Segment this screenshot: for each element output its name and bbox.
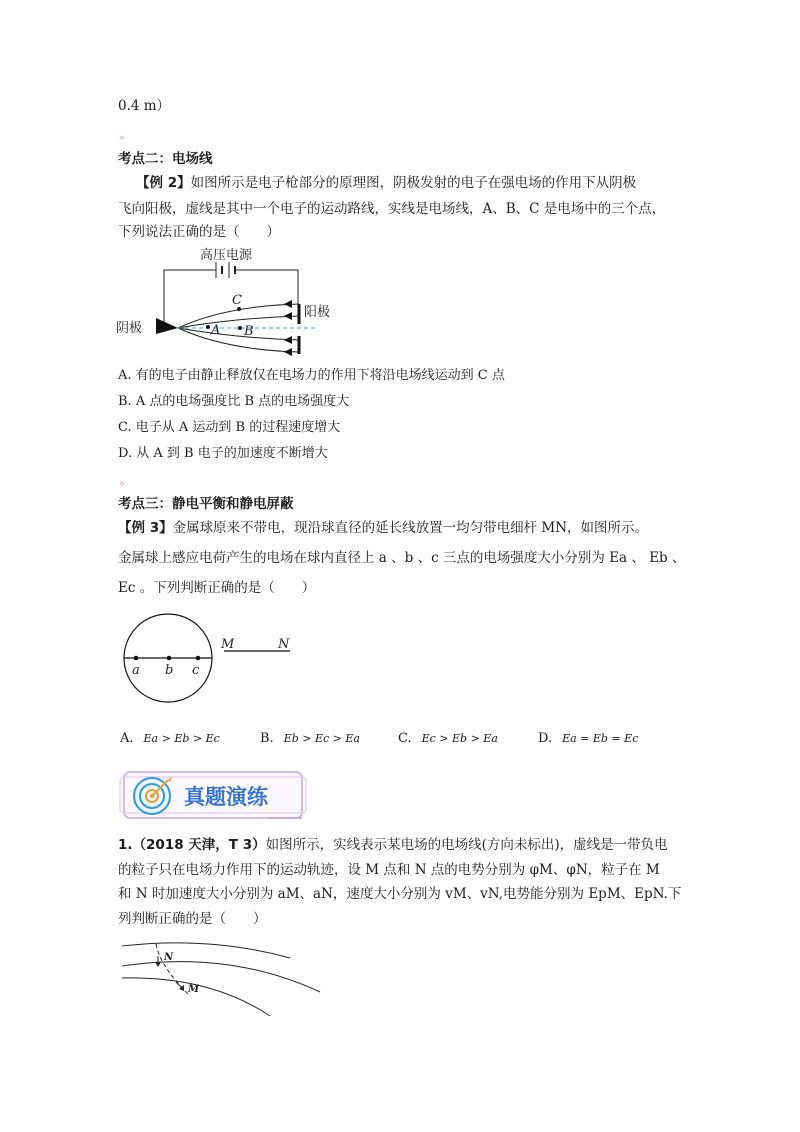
circuit-wire-right xyxy=(240,270,298,304)
field-line xyxy=(178,316,299,328)
point-b-label: b xyxy=(165,663,174,678)
point-c-dot xyxy=(196,656,201,661)
rod-n-label: N xyxy=(278,637,290,652)
top-fragment: 0.4 m） xyxy=(118,98,171,114)
choice-c-expr: Ec > Eb > Ea xyxy=(421,732,498,745)
cathode-shape xyxy=(156,318,178,334)
battery-icon xyxy=(214,262,240,278)
section3-heading: 考点三：静电平衡和静电屏蔽 xyxy=(118,496,294,512)
choice-c xyxy=(398,731,498,746)
q1-line3: 和 N 时加速度大小分别为 aM、aN，速度大小分别为 vM、vN,电势能分别为 EpM、EpN.下 xyxy=(118,886,682,902)
choice-b-letter: B. xyxy=(260,731,274,746)
section2-line1 xyxy=(136,173,636,193)
section2-line3: 下列说法正确的是（ ） xyxy=(118,224,280,240)
example2-tag: 【例 2】 xyxy=(136,175,191,191)
anode-label: 阳极 xyxy=(304,305,331,320)
power-label: 高压电源 xyxy=(200,248,253,263)
point-a-dot xyxy=(134,656,139,661)
q1-line1 xyxy=(118,835,668,855)
choice-d-letter: D. xyxy=(538,731,553,746)
option-c: C. 电子从 A 运动到 B 的过程速度增大 xyxy=(118,420,341,435)
q1-line4: 列判断正确的是（ ） xyxy=(118,911,267,927)
point-b-dot xyxy=(167,656,172,661)
q1-text: 如图所示，实线表示某电场的电场线(方向未标出)，虚线是一带负电 xyxy=(265,837,668,853)
section3-line1 xyxy=(118,518,648,538)
point-b-label: B xyxy=(244,324,254,339)
option-b: B. A 点的电场强度比 B 点的电场强度大 xyxy=(118,394,350,409)
choice-a-letter: A. xyxy=(120,731,134,746)
section3-line3: Ec 。下列判断正确的是（ ） xyxy=(118,580,316,596)
example3-tag: 【例 3】 xyxy=(118,520,173,536)
option-d: D. 从 A 到 B 电子的加速度不断增大 xyxy=(118,446,328,461)
arrowhead xyxy=(284,348,292,356)
section2-line2: 飞向阳极，虚线是其中一个电子的运动路线，实线是电场线，A、B、C 是电场中的三个点， xyxy=(118,201,666,217)
field-line xyxy=(122,962,320,992)
practice-banner xyxy=(118,768,308,824)
point-m-label: M xyxy=(188,984,200,995)
cathode-label: 阴极 xyxy=(116,321,143,336)
bullet-mark: 。 xyxy=(120,128,131,141)
point-c-label: c xyxy=(192,663,200,678)
rod-m-label: M xyxy=(221,637,235,652)
arrowhead xyxy=(284,312,292,320)
choice-b-expr: Eb > Ec > Ea xyxy=(283,732,360,745)
point-c-label: C xyxy=(232,293,242,308)
point-a-label: A xyxy=(211,323,221,338)
field-line xyxy=(178,328,299,352)
point-a-label: a xyxy=(132,663,140,678)
bullet-mark-2: 。 xyxy=(120,474,131,487)
choice-d xyxy=(538,731,638,746)
choice-b xyxy=(260,731,360,746)
arrowhead xyxy=(284,336,292,344)
section3-line2: 金属球上感应电荷产生的电场在球内直径上 a 、b 、c 三点的电场强度大小分别为 Ea 、 Eb 、 xyxy=(118,550,686,566)
choice-a-expr: Ea > Eb > Ec xyxy=(143,732,220,745)
point-b-dot xyxy=(238,326,242,330)
arrowhead xyxy=(284,300,292,308)
sphere-figure xyxy=(120,610,300,710)
electron-gun-figure xyxy=(116,242,336,360)
field-line xyxy=(178,328,299,340)
choice-c-letter: C. xyxy=(398,731,412,746)
circuit-wire xyxy=(164,270,214,324)
q1-tag: 1.（2018 天津，T 3） xyxy=(118,837,266,853)
point-n-label: N xyxy=(164,952,174,963)
arrowhead xyxy=(155,962,161,967)
choice-a xyxy=(120,731,220,746)
field-line xyxy=(122,943,290,958)
choice-d-expr: Ea = Eb = Ec xyxy=(562,732,639,745)
q1-line2: 的粒子只在电场力作用下的运动轨迹，设 M 点和 N 点的电势分别为 φM、φN，粒子在 M xyxy=(118,862,660,878)
example3-text: 金属球原来不带电，现沿球直径的延长线放置一均匀带电细杆 MN，如图所示。 xyxy=(172,520,649,536)
example2-text: 如图所示是电子枪部分的原理图，阴极发射的电子在强电场的作用下从阴极 xyxy=(190,175,637,191)
trajectory-figure xyxy=(120,936,330,1016)
target-icon xyxy=(134,776,172,814)
banner-title: 真题演练 xyxy=(184,785,268,809)
section2-heading: 考点二：电场线 xyxy=(118,151,213,167)
option-a: A. 有的电子由静止释放仅在电场力的作用下将沿电场线运动到 C 点 xyxy=(118,368,505,383)
point-a-dot xyxy=(206,325,210,329)
